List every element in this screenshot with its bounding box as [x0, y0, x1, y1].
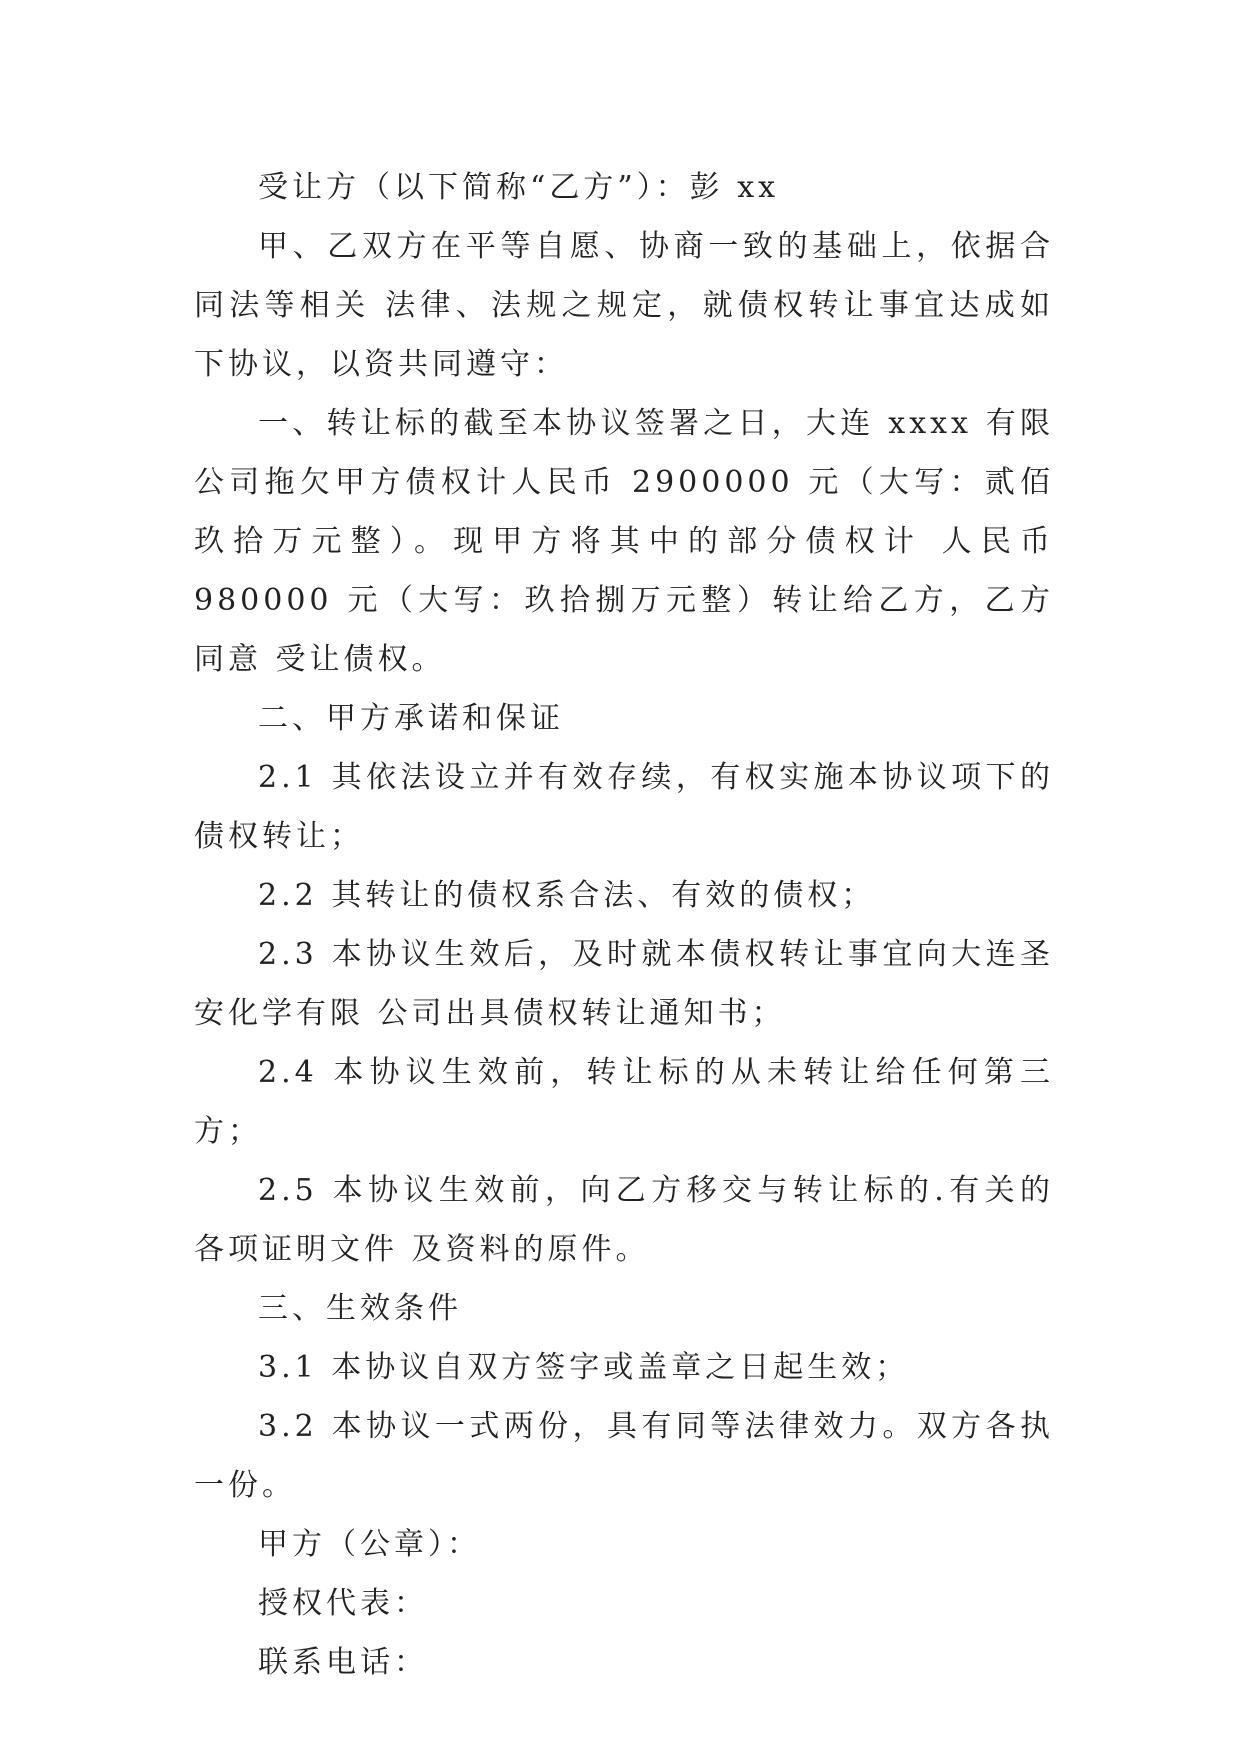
clause-2-3: 2.3 本协议生效后，及时就本债权转让事宜向大连圣安化学有限 公司出具债权转让通知书； [194, 937, 1054, 1031]
clause-2-1: 2.1 其依法设立并有效存续，有权实施本协议项下的债权转让； [194, 760, 1054, 854]
assignee-line: 受让方（以下简称“乙方”）：彭 xx [258, 170, 780, 205]
agreement-body [194, 158, 1054, 1692]
clause-1-transfer-object: 一、转让标的截至本协议签署之日，大连 xxxx 有限公司拖欠甲方债权计人民币 2900000 元（大写：贰佰玖拾万元整）。现甲方将其中的部分债权计 人民币 980000 元（大写：玖拾捌万元整）转让给乙方，乙方同意 受让债权。 [194, 406, 1054, 677]
clause-2-5: 2.5 本协议生效前，向乙方移交与转让标的.有关的各项证明文件 及资料的原件。 [194, 1173, 1054, 1267]
preamble-paragraph: 甲、乙双方在平等自愿、协商一致的基础上，依据合同法等相关 法律、法规之规定，就债权转让事宜达成如下协议，以资共同遵守： [194, 229, 1054, 382]
clause-3-2: 3.2 本协议一式两份，具有同等法律效力。双方各执一份。 [194, 1409, 1054, 1503]
clause-2-4: 2.4 本协议生效前，转让标的从未转让给任何第三方； [194, 1055, 1054, 1149]
section-3-heading: 三、生效条件 [258, 1291, 462, 1326]
contact-phone-line: 联系电话： [258, 1645, 428, 1680]
authorized-representative-line: 授权代表： [258, 1586, 428, 1621]
clause-2-2: 2.2 其转让的债权系合法、有效的债权； [258, 878, 876, 913]
party-a-seal-line: 甲方（公章）： [258, 1527, 481, 1562]
section-2-heading: 二、甲方承诺和保证 [258, 701, 564, 736]
clause-3-1: 3.1 本协议自双方签字或盖章之日起生效； [258, 1350, 910, 1385]
